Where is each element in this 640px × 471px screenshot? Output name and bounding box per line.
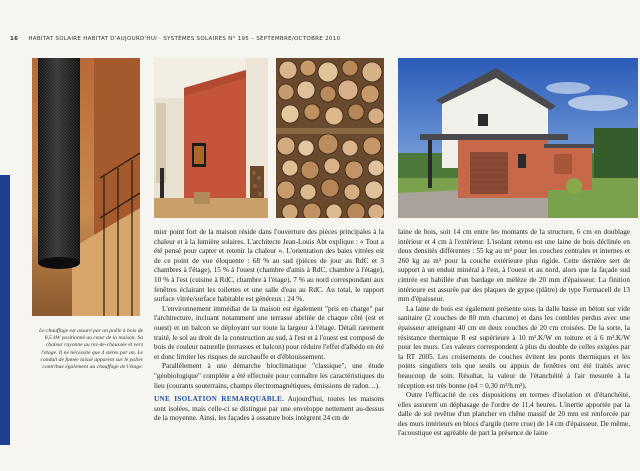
photo-firewood-stack [276, 58, 384, 218]
photo-stove-flue [32, 58, 140, 316]
photo-interior-red-wall [154, 58, 268, 218]
paragraph: Outre l'efficacité de ces dispositions en termes d'isolation et d'étanchéité, elles assurent un déphasage de l'ordre de 11,4 heures. L'inertie apportée par la dalle de sol revêtue d'un plancher en chêne massif de 20 mm est renforcée par des murs intérieurs en blocs d'argile (terre crue) de 14 cm d'épaisseur. De même, l'acoustique est agréable de part la présence de laine [398, 391, 630, 438]
section-heading: UNE ISOLATION REMARQUABLE. [154, 395, 285, 404]
paragraph: laine de bois, soit 14 cm entre les montants de la structure, 6 cm en doublage intérieur et 4 cm à l'extérieur. L'isolant retenu est une laine de bois déclinée en deux densités différentes : 55 kg au m³ pour les couches centrales et internes et 260 kg au m³ pour la couche extérieure plus rigide. Cette dernière sert de support à un enduit minéral à l'est, à l'ouest et au nord, alors que la façade sud cintrée est habillée d'un bardage en mélèze de 20 mm d'épaisseur. La finition intérieure est assurée par des plaques de gypse (plâtre) de type Fermacell de 13 mm d'épaisseur. [398, 228, 630, 304]
page-number: 16 [10, 36, 19, 42]
paragraph: La laine de bois est également présente sous la dalle basse en béton sur vide sanitaire (2 couches de 80 mm chacune) et dans les combles perdus avec une épaisseur atteignant 40 cm en deux couches de 20 cm croisées. De la sorte, la résistance thermique R est supérieure à 10 m².K/W en toiture et à 6 m².K/W pour les murs. Ces valeurs correspondent à plus du double de celles exigées par la RT 2005. Les croisements de couches évitent les ponts thermiques et les points singuliers tels que seuils ou appuis de fenêtres ont été traités avec beaucoup de soin. Résultat, la valeur de l'étanchéité à l'air mesurée à la réception est très bonne (n4 = 0,30 m³/h.m²). [398, 304, 630, 390]
paragraph: mier point fort de la maison réside dans l'ouverture des pièces principales à la chaleur et à la lumière solaires. L'architecte Jean-Louis Abt explique : « Tout a été pensé pour capter et retenir la chaleur ». L'orientation des baies vitrées est de ce point de vue éloquente : 68 % au sud (pièces de jour au RdC et 3 chambres à l'étage), 15 % à l'ouest (chambre d'amis à RdC, chambre à l'étage), 10 % à l'est (cuisine à RdC, chambre à l'étage), 7 % au nord correspondant aux fenêtres éclairant les toilettes et une salle d'eau au RdC. Au total, le rapport surface vitrée/surface habitable est généreux : 24 %. [154, 228, 384, 304]
paragraph: L'environnement immédiat de la maison est également "pris en charge" par l'architecture, incluant notamment une terrasse abritée de chaque côté (est et ouest) et un balcon se déployant sur toute la largeur à l'étage. Détail rarement traité, le sol au droit de la construction au sud, à l'est et à l'ouest est composé de bois de couleur naturelle (terrasses et balcon) pour réduire l'effet d'albédo en été et donc limiter les risques de surchauffe et d'éblouissement. [154, 304, 384, 361]
article-column-middle [154, 228, 384, 466]
running-title: HABITAT SOLAIRE HABITAT D'AUJOURD'HUI · SYSTÈMES SOLAIRES N° 195 – SEPTEMBRE/OCTOBRE 2010 [28, 36, 341, 42]
paragraph: Parallèlement à une démarche bioclimatique "classique", une étude "géobiologique" complète a été effectuée pour connaître les caractéristiques du lieu (courants souterrains, champs électromagnétiques, émissions de radon…). [154, 362, 384, 390]
article-column-right [398, 228, 630, 466]
photo-house-exterior [398, 58, 638, 218]
running-header [10, 36, 340, 42]
photo-caption: Le chauffage est assuré par un poêle à bois de 8,5 kW positionné au cœur de la maison. Sa chaleur rayonne au rez-de-chaussée et vers l'étage. Il ne nécessite que 4 stères par an. Le conduit de fumée laissé apparent sur le palier contribue également au chauffage de l'étage. [39, 328, 143, 371]
section-color-bar [0, 175, 10, 445]
paragraph: Aujourd'hui, toutes les maisons sont isolées, mais celle-ci se distingue par une enveloppe nettement au-dessus de la moyenne. Ainsi, les façades à ossature bois intègrent 24 cm de [154, 395, 384, 423]
